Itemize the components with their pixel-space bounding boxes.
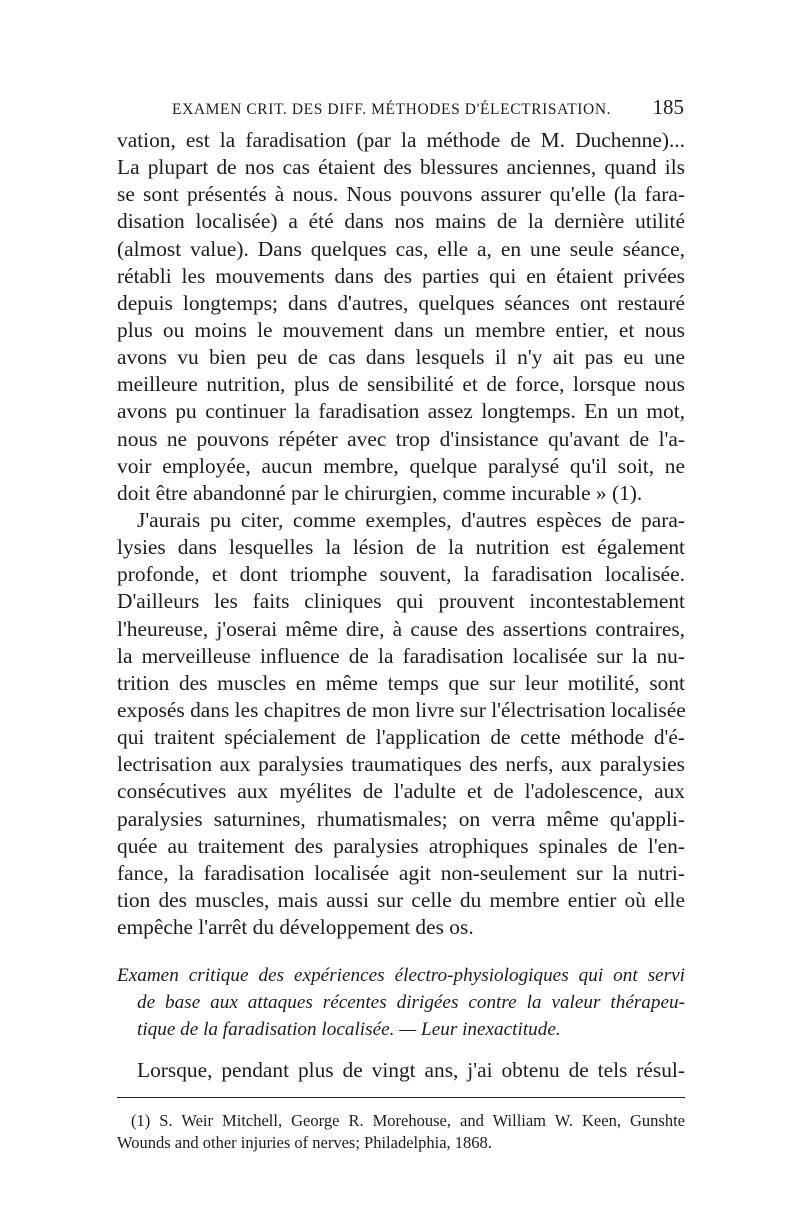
body-text	[117, 127, 685, 941]
text-line: tion des muscles, mais aussi sur celle du membre entier où elle	[117, 887, 685, 912]
text-line: la merveilleuse influence de la faradisation localisée sur la nu-	[117, 643, 685, 668]
footnote	[117, 1110, 685, 1154]
section-heading	[117, 962, 685, 1043]
text-line: profonde, et dont triomphe souvent, la faradisation localisée.	[117, 562, 685, 587]
text-line: disation localisée) a été dans nos mains de la dernière utilité	[117, 209, 685, 234]
heading-line: de base aux attaques récentes dirigées contre la valeur thérapeu-	[137, 992, 685, 1013]
footnote-line: (1) S. Weir Mitchell, George R. Morehouse, and William W. Keen, Gunshte	[131, 1111, 685, 1130]
text-line: vation, est la faradisation (par la méthode de M. Duchenne)...	[117, 128, 685, 152]
text-line: empêche l'arrêt du développement des os.	[117, 915, 474, 940]
text-line: plus ou moins le mouvement dans un membre entier, et nous	[117, 317, 685, 342]
text-line: paralysies saturnines, rhumatismales; on verra même qu'appli-	[117, 806, 685, 831]
footnote-rule	[117, 1097, 685, 1098]
text-line: trition des muscles en même temps que sur leur motilité, sont	[117, 670, 685, 695]
text-line: voir employée, aucun membre, quelque paralysé qu'il soit, ne	[117, 453, 685, 478]
text-line: meilleure nutrition, plus de sensibilité et de force, lorsque nous	[117, 372, 685, 397]
text-line: rétabli les mouvements dans des parties qui en étaient privées	[117, 263, 685, 288]
heading-line: Examen critique des expériences électro-physiologiques qui ont servi	[117, 965, 685, 986]
heading-line: tique de la faradisation localisée. — Leur inexactitude.	[137, 1019, 561, 1040]
text-line: depuis longtemps; dans d'autres, quelques séances ont restauré	[117, 290, 685, 315]
text-line: l'heureuse, j'oserai même dire, à cause des assertions contraires,	[117, 616, 685, 641]
text-line: D'ailleurs les faits cliniques qui prouvent incontestablement	[117, 589, 685, 614]
text-line: quée au traitement des paralysies atrophiques spinales de l'en-	[117, 833, 685, 858]
text-line: fance, la faradisation localisée agit non-seulement sur la nutri-	[117, 860, 685, 885]
text-line: qui traitent spécialement de l'application de cette méthode d'é-	[117, 725, 685, 750]
text-line: se sont présentés à nous. Nous pouvons assurer qu'elle (la fara-	[117, 182, 685, 207]
text-line: nous ne pouvons répéter avec trop d'insistance qu'avant de l'a-	[117, 426, 685, 451]
text-line: lectrisation aux paralysies traumatiques des nerfs, aux paralysies	[117, 752, 685, 777]
text-line: doit être abandonné par le chirurgien, comme incurable » (1).	[117, 480, 643, 505]
text-line: avons pu continuer la faradisation assez longtemps. En un mot,	[117, 399, 685, 424]
text-line: lysies dans lesquelles la lésion de la nutrition est également	[117, 535, 685, 560]
text-line: avons vu bien peu de cas dans lesquels il n'y ait pas eu une	[117, 345, 685, 370]
text-line: (almost value). Dans quelques cas, elle a, en une seule séance,	[117, 236, 685, 261]
page-number: 185	[652, 95, 684, 119]
text-line: consécutives aux myélites de l'adulte et de l'adolescence, aux	[117, 779, 685, 804]
text-line: J'aurais pu citer, comme exemples, d'autres espèces de para-	[137, 507, 685, 532]
paragraph-start	[117, 1057, 685, 1084]
text-line: exposés dans les chapitres de mon livre sur l'électrisation localisée	[117, 697, 686, 722]
footnote-line: Wounds and other injuries of nerves; Philadelphia, 1868.	[117, 1133, 492, 1152]
text-line: Lorsque, pendant plus de vingt ans, j'ai obtenu de tels résul-	[137, 1058, 685, 1082]
running-title: EXAMEN CRIT. DES DIFF. MÉTHODES D'ÉLECTRISATION.	[172, 101, 612, 118]
text-line: La plupart de nos cas étaient des blessures anciennes, quand ils	[117, 155, 685, 180]
